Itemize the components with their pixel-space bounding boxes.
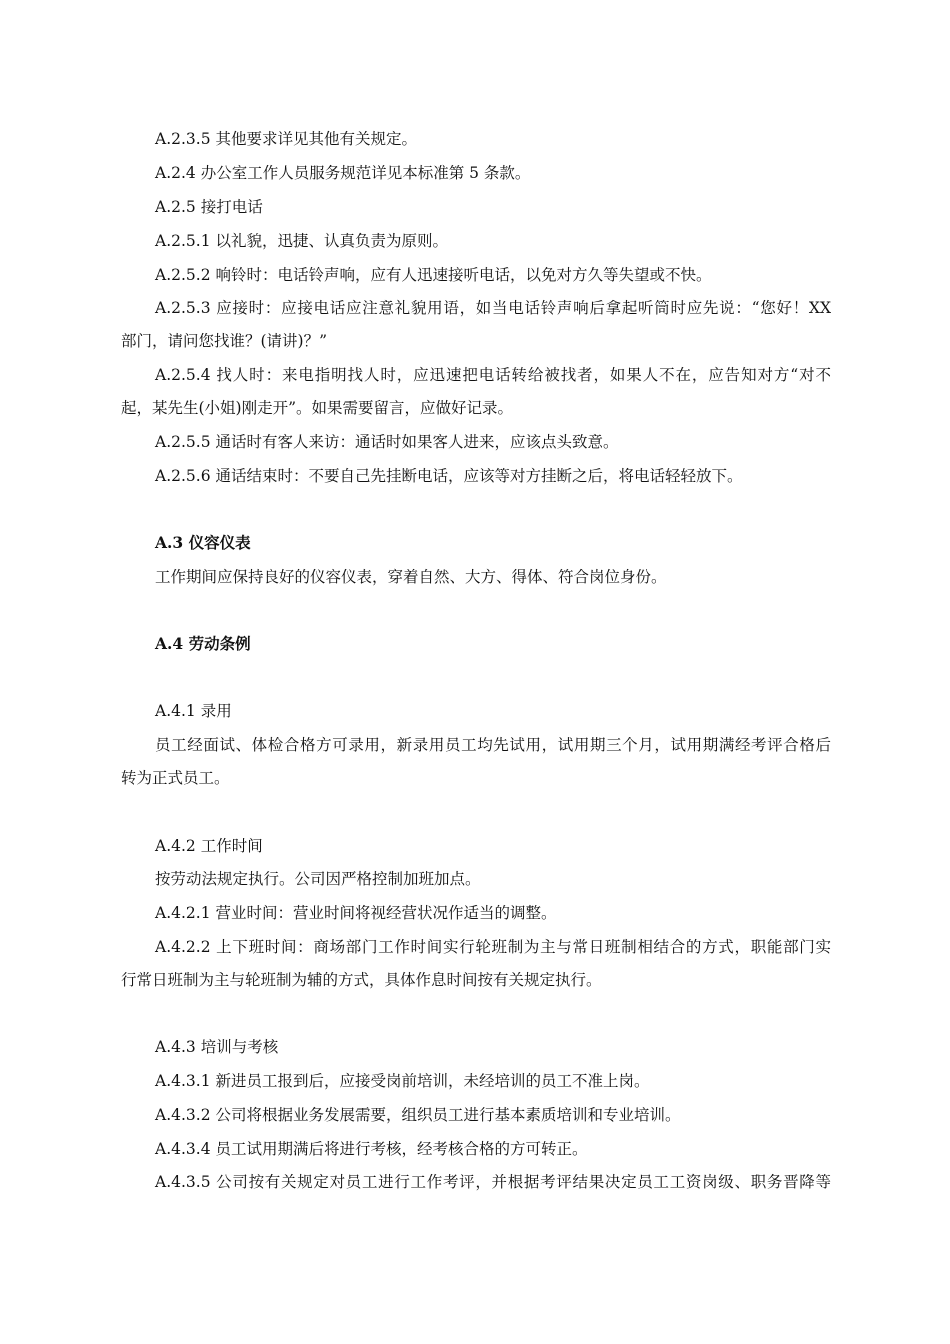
paragraph-a2-5-3-line2: 部门，请问您找谁？(请讲)？”	[121, 332, 328, 350]
paragraph-a2-4: A.2.4 办公室工作人员服务规范详见本标准第 5 条款。	[155, 164, 531, 182]
paragraph-a2-5-1: A.2.5.1 以礼貌，迅捷、认真负责为原则。	[155, 232, 448, 250]
paragraph-a4-3-1: A.4.3.1 新进员工报到后，应接受岗前培训，未经培训的员工不准上岗。	[155, 1072, 650, 1090]
paragraph-a4-3-4: A.4.3.4 员工试用期满后将进行考核，经考核合格的方可转正。	[155, 1140, 588, 1158]
paragraph-a4-1-line1: 员工经面试、体检合格方可录用，新录用员工均先试用，试用期三个月，试用期满经考评合格后	[155, 736, 831, 754]
paragraph-a4-2-2-line1: A.4.2.2 上下班时间：商场部门工作时间实行轮班制为主与常日班制相结合的方式，职能部门实	[155, 938, 831, 956]
paragraph-a2-5-5: A.2.5.5 通话时有客人来访：通话时如果客人进来，应该点头致意。	[155, 433, 619, 451]
paragraph-a4-3-5: A.4.3.5 公司按有关规定对员工进行工作考评，并根据考评结果决定员工工资岗级、职务晋降等	[155, 1173, 831, 1191]
paragraph-a2-5-4-line1: A.2.5.4 找人时：来电指明找人时，应迅速把电话转给被找者，如果人不在，应告知对方“对不	[155, 366, 831, 384]
heading-a4-3: A.4.3 培训与考核	[155, 1038, 279, 1056]
paragraph-a4-2-1: A.4.2.1 营业时间：营业时间将视经营状况作适当的调整。	[155, 904, 557, 922]
heading-a4: A.4 劳动条例	[155, 634, 251, 653]
heading-a3: A.3 仪容仪表	[155, 533, 251, 552]
heading-a4-2: A.4.2 工作时间	[155, 837, 263, 855]
paragraph-a2-5-4-line2: 起，某先生(小姐)刚走开”。如果需要留言，应做好记录。	[121, 399, 514, 417]
paragraph-a4-2: 按劳动法规定执行。公司因严格控制加班加点。	[155, 870, 481, 888]
paragraph-a4-2-2-line2: 行常日班制为主与轮班制为辅的方式，具体作息时间按有关规定执行。	[121, 971, 602, 989]
paragraph-a3: 工作期间应保持良好的仪容仪表，穿着自然、大方、得体、符合岗位身份。	[155, 568, 667, 586]
paragraph-a4-1-line2: 转为正式员工。	[121, 769, 230, 787]
paragraph-a2-5-3-line1: A.2.5.3 应接时：应接电话应注意礼貌用语，如当电话铃声响后拿起听筒时应先说：“您好！XX	[155, 299, 831, 317]
paragraph-a2-5-2: A.2.5.2 响铃时：电话铃声响，应有人迅速接听电话，以免对方久等失望或不快。	[155, 266, 712, 284]
paragraph-a2-3-5: A.2.3.5 其他要求详见其他有关规定。	[155, 130, 417, 148]
heading-a2-5: A.2.5 接打电话	[155, 198, 263, 216]
heading-a4-1: A.4.1 录用	[155, 702, 232, 720]
paragraph-a2-5-6: A.2.5.6 通话结束时：不要自己先挂断电话，应该等对方挂断之后，将电话轻轻放下。	[155, 467, 743, 485]
paragraph-a4-3-2: A.4.3.2 公司将根据业务发展需要，组织员工进行基本素质培训和专业培训。	[155, 1106, 681, 1124]
